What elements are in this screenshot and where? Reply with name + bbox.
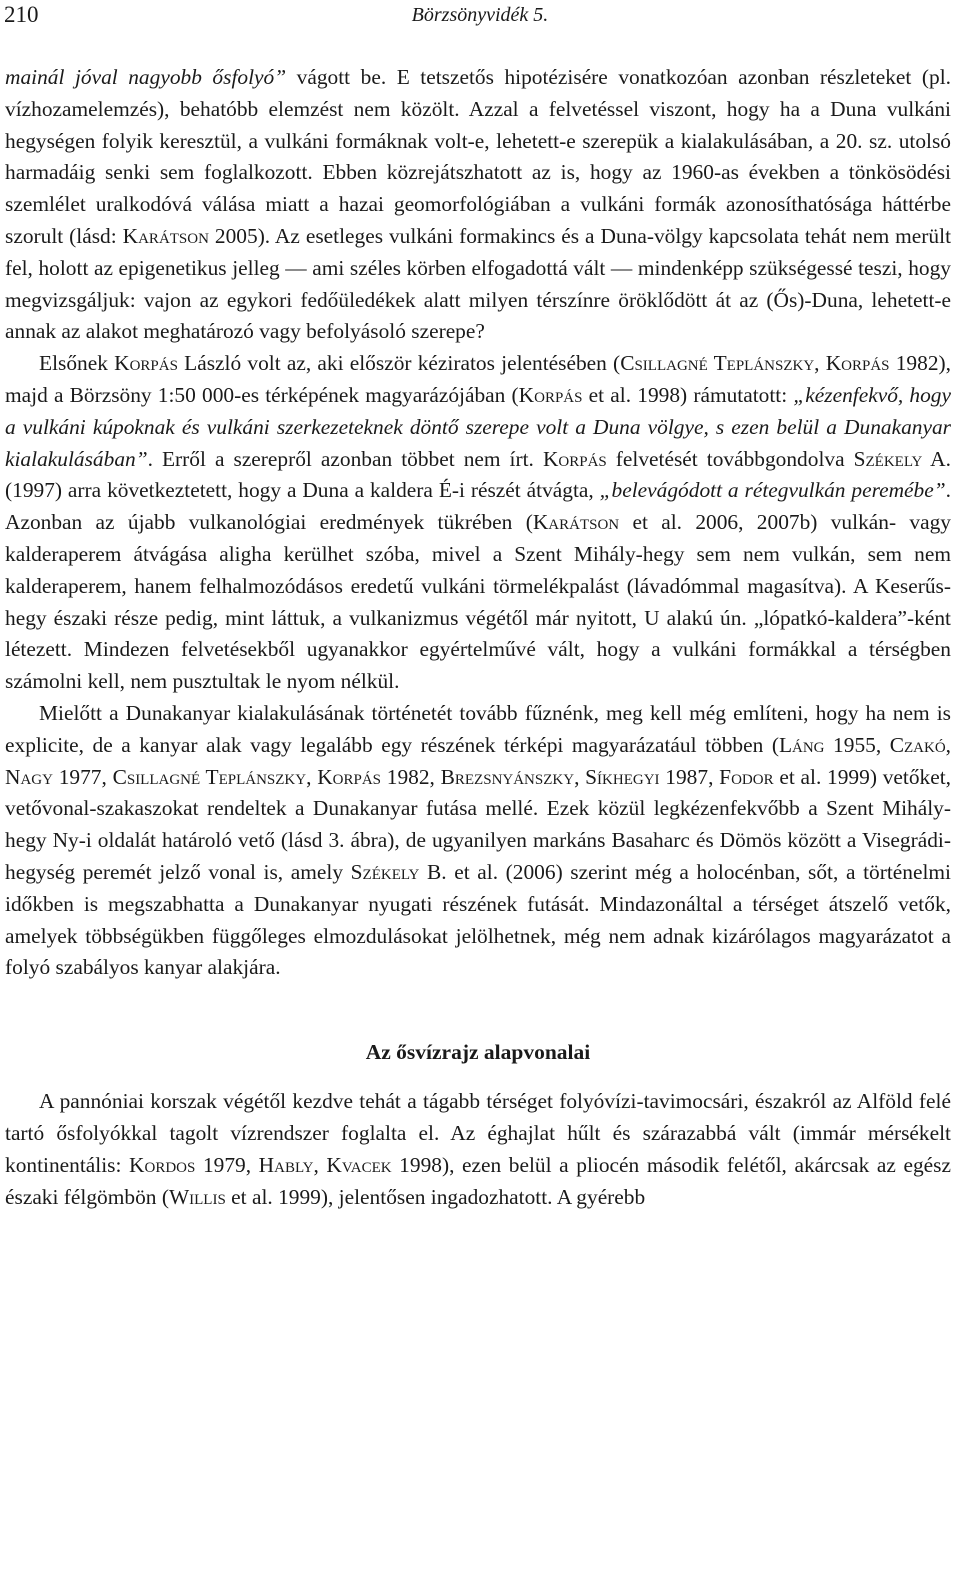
author-citation: Csillagné Teplánszky, Korpás [112, 764, 381, 789]
author-citation: Czakó, Nagy [5, 732, 951, 789]
author-citation: Fodor [719, 764, 774, 789]
author-citation: Láng [778, 732, 825, 757]
author-citation: Karátson [532, 510, 620, 535]
paragraph-3: Mielőtt a Dunakanyar kialakulásának történetét tovább fűznénk, meg kell még említeni, hogy ha nem is explicite, de a kanyar alak vagy legalább egy részének térképi magyarázatául többen (Láng 1955, Czakó, Nagy 1977, Csillagné Teplánszky, Korpás 1982, Brezsnyánszky, Síkhegyi 1987, Fodor et al. 1999) vetőket, vetővonal-szakaszokat rendeltek a Dunakanyar futása mellé. Ezek közül legkézenfekvőbb a Szent Mihály-hegy Ny-i oldalát határoló vető (lásd 3. ábra), de ugyanilyen markáns Basaharc és Dömös között a Visegrádi-hegység peremét jelző vonal is, amely Székely B. et al. (2006) szerint még a holocénban, sőt, a történelmi időkben is megszabhatta a Dunakanyar nyugati részének futását. Mindazonáltal a térséget átszelő vetők, amelyek többségükben függőleges elmozdulásokat jelölhetnek, még nem adnak kizárólagos magyarázatot a folyó szabályos kanyar alakjára. [5, 700, 951, 980]
quote: „kézenfekvő, hogy a vulkáni kúpoknak és vulkáni szerkezeteknek döntő szerepe volt a Duna völgye, s ezen belül a Dunakanyar kialakulásában” [5, 382, 952, 471]
author-citation: Brezsnyánszky, Síkhegyi [440, 764, 660, 789]
page-header [0, 0, 960, 40]
author-citation: Korpás [114, 351, 178, 376]
page-number: 210 [4, 2, 39, 27]
author-citation: Karátson [122, 223, 209, 248]
paragraph-2: Elsőnek Korpás László volt az, aki először kéziratos jelentésében (Csillagné Teplánszky, Korpás 1982), majd a Börzsöny 1:50 000-es térképének magyarázójában (Korpás et al. 1998) rámutatott: „kézenfekvő, hogy a vulkáni kúpoknak és vulkáni szerkezeteknek döntő szerepe volt a Duna völgye, s ezen belül a Dunakanyar kialakulásában”. Erről a szerepről azonban többet nem írt. Korpás felvetését továbbgondolva Székely A. (1997) arra következtetett, hogy a Duna a kaldera É-i részét átvágta, „belevágódott a rétegvulkán peremébe”. Azonban az újabb vulkanológiai eredmények tükrében (Karátson et al. 2006, 2007b) vulkán- vagy kalderaperem átvágása aligha kerülhet szóba, mivel a Szent Mihály-hegy sem nem vulkán, sem nem kalderaperem, hanem felhalmozódásos eredetű vulkáni törmelékpalást (lávadómmal magasítva). A Keserűs-hegy északi része pedig, mint láttuk, a vulkanizmus végétől már nyitott, U alakú ún. „lópatkó-kaldera”-ként létezett. Mindezen felvetésekből ugyanakkor egyértelművé vált, hogy a vulkáni formákkal a térségben számolni kell, nem pusztultak le nyom nélkül. [5, 351, 952, 694]
page-body [5, 62, 951, 1213]
author-citation: Székely B. [350, 859, 447, 884]
paragraph-1: mainál jóval nagyobb ősfolyó” vágott be. E tetszetős hipotézisére vonatkozóan azonban részleteket (pl. vízhozamelemzés), behatóbb elemzést nem közölt. Azzal a felvetéssel viszont, hogy ha a Duna vulkáni hegységen folyik keresztül, a vulkáni formáknak volt-e, lehetett-e szerepük a kialakulásában, a 20. sz. utolsó harmadáig senki sem foglalkozott. Ebben közrejátszhatott az is, hogy az 1960-as években a tönkösödési szemlélet uralkodóvá válása miatt a hazai geomorfológiában a vulkáni formák azonosíthatósága háttérbe szorult (lásd: Karátson 2005). Az esetleges vulkáni formakincs és a Duna-völgy kapcsolata tehát nem merült fel, holott az epigenetikus jelleg — ami széles körben elfogadottá vált — mindenképp szükségessé teszi, hogy megvizsgáljuk: vajon az egykori fedőüledékek alatt milyen térszínre öröklődött át az (Ős)-Duna, lehetett-e annak az alakot meghatározó vagy befolyásoló szerepe? [5, 65, 952, 344]
author-citation: Korpás [518, 382, 583, 407]
author-citation: Csillagné Teplánszky, Korpás [620, 351, 890, 376]
author-citation: Korpás [542, 446, 607, 471]
paragraph-4: A pannóniai korszak végétől kezdve tehát a tágabb térséget folyóvízi-tavimocsári, északról az Alföld felé tartó ősfolyókkal tagolt vízrendszer foglalta el. Az éghajlat hűlt és szárazabbá vált (immár mérsékelt kontinentális: Kordos 1979, Hably, Kvacek 1998), ezen belül a pliocén második felétől, akárcsak az egész északi félgömbön (Willis et al. 1999), jelentősen ingadozhatott. A gyérebb [5, 1089, 951, 1209]
author-citation: Kordos [129, 1152, 196, 1177]
running-title: Börzsönyvidék 5. [411, 4, 549, 26]
author-citation: Hably, Kvacek [258, 1152, 392, 1177]
section-heading: Az ősvízrajz alapvonalai [365, 1040, 591, 1065]
quote: „belevágódott a rétegvulkán peremébe” [599, 478, 946, 503]
author-citation: Willis [168, 1184, 226, 1209]
quote-fragment: mainál jóval nagyobb ősfolyó” [5, 65, 287, 89]
author-citation: Székely A. [853, 446, 951, 471]
